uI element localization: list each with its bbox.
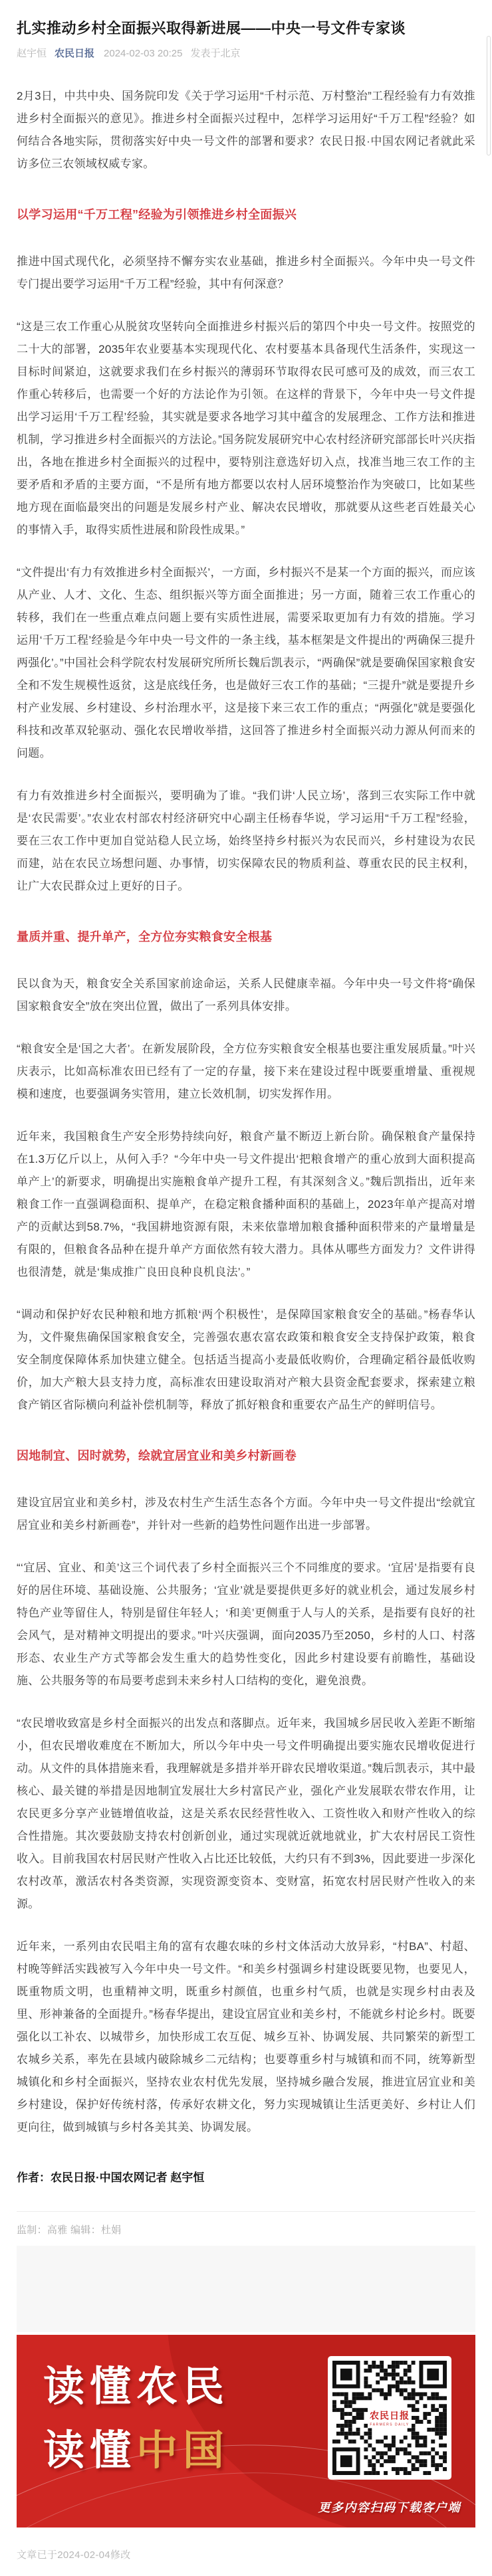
article-paragraph: “文件提出‘有力有效推进乡村全面振兴’，一方面，乡村振兴不是某一个方面的振兴，而应该从产业、人才、文化、生态、组织振兴等方面全面推进；另一方面，随着三农工作重心的转移，我们在一些重点难点问题上要有实质性进展，需要采取更加有力有效的措施。学习运用‘千万工程’经验是今年中央一号文件的一条主线，基本框架是文件提出的‘两确保三提升两强化’。”中国社会科学院农村发展研究所所长魏后凯表示，“两确保”就是要确保国家粮食安全和不发生规模性返贫，这是底线任务，也是做好三农工作的基础；“三提升”就是要提升乡村产业发展、乡村建设、乡村治理水平，这是接下来三农工作的重点；“两强化”就是要强化科技和改革双轮驱动、强化农民增收举措，这回答了推进乡村全面振兴动力源从何而来的问题。	[17, 566, 475, 759]
article-paragraph: 建设宜居宜业和美乡村，涉及农村生产生活生态各个方面。今年中央一号文件提出“绘就宜居宜业和美乡村新画卷”，并针对一些新的趋势性问题作出进一步部署。	[17, 1496, 475, 1532]
article-paragraph: “这是三农工作重心从脱贫攻坚转向全面推进乡村振兴后的第四个中央一号文件。按照党的二十大的部署，2035年农业要基本实现现代化、农村要基本具备现代生活条件，实现这一目标时间紧迫，这就要求我们在乡村振兴的薄弱环节取得农民可感可及的成效，而三农工作重心转移后，也需要一个好的方法论作为引领。在这样的背景下，今年中央一号文件提出学习运用‘千万工程’经验，其实就是要求各地学习其中蕴含的发展理念、工作方法和推进机制，学习推进乡村全面振兴的方法论。”国务院发展研究中心农村经济研究部部长叶兴庆指出，各地在推进乡村全面振兴的过程中，要特别注意选好切入点，找准当地三农工作的主要矛盾和矛盾的主要方面，“不是所有地方都要以农村人居环境整治作为突破口，比如某些地方现在面临最突出的问题是发展乡村产业、解决农民增收，那就要从这些老百姓最关心的事情入手，取得实质性进展和阶段性成果。”	[17, 320, 475, 536]
qr-code	[328, 2356, 451, 2480]
credits-line: 监制：高雅 编辑：杜娟	[17, 2211, 475, 2236]
author-line: 作者：农民日报·中国农网记者 赵宇恒	[17, 2171, 205, 2184]
article-paragraph: “‘宜居、宜业、和美’这三个词代表了乡村全面振兴三个不同维度的要求。‘宜居’是指要有良好的居住环境、基础设施、公共服务；‘宜业’就是要提供更多好的就业机会，通过发展乡村特色产业等留住人，特别是留住年轻人；‘和美’更侧重于人与人的关系，是指要有良好的社会风气，是对精神文明提出的要求。”叶兴庆强调，面向2035乃至2050，乡村的人口、村落形态、农业生产方式等都会发生重大的趋势性变化，因此乡村建设要有前瞻性，基础设施、公共服务等的布局要考虑到未来乡村人口结构的变化，避免浪费。	[17, 1561, 475, 1687]
publish-location: 发表于北京	[190, 48, 241, 59]
article-page	[0, 17, 492, 2561]
section-heading: 以学习运用“千万工程”经验为引领推进乡村全面振兴	[17, 208, 297, 221]
article-body	[17, 85, 475, 2139]
banner-slogan	[43, 2364, 230, 2494]
qr-center-logo	[368, 2407, 412, 2428]
article-paragraph: 民以食为天，粮食安全关系国家前途命运，关系人民健康幸福。今年中央一号文件将“确保国家粮食安全”放在突出位置，做出了一系列具体安排。	[17, 977, 475, 1013]
article-paragraph: “农民增收致富是乡村全面振兴的出发点和落脚点。近年来，我国城乡居民收入差距不断缩小，但农民增收难度在不断加大，所以今年中央一号文件明确提出要实施农民增收促进行动。从文件的具体措施来看，我理解就是多措并举开辟农民增收渠道。”魏后凯表示，其中最核心、最关键的举措是因地制宜发展壮大乡村富民产业，强化产业发展联农带农作用，让农民更多分享产业链增值收益，这是关系农民经营性收入、工资性收入和财产性收入的综合性措施。其次要鼓励支持农村创新创业，通过实现就近就地就业，扩大农村居民工资性收入。目前我国农村居民财产性收入占比还比较低，大约只有不到3%，因此要进一步深化农村改革，激活农村各类资源，实现资源变资本、变财富，拓宽农村居民财产性收入的来源。	[17, 1717, 475, 1910]
section-heading: 因地制宜、因时就势，绘就宜居宜业和美乡村新画卷	[17, 1449, 297, 1462]
banner-caption: 更多内容扫码下载客户端	[318, 2500, 461, 2514]
article-paragraph: 近年来，我国粮食生产安全形势持续向好，粮食产量不断迈上新台阶。确保粮食产量保持在1.3万亿斤以上，从何入手？“今年中央一号文件提出‘把粮食增产的重心放到大面积提高单产上’的新要求，明确提出实施粮食单产提升工程，有其深刻含义。”魏后凯指出，近年来粮食工作一直强调稳面积、提单产，在稳定粮食播种面积的基础上，2023年单产提高对增产的贡献达到58.7%，“我国耕地资源有限，未来依靠增加粮食播种面积带来的产量增量是有限的，但粮食各品种在提升单产方面依然有较大潜力。具体从哪些方面发力？文件讲得也很清楚，就是‘集成推广良田良种良机良法’。”	[17, 1130, 475, 1278]
credits-placeholder-block	[17, 2246, 475, 2332]
qr-logo-text: 农民日报	[370, 2411, 410, 2422]
article-paragraph: 推进中国式现代化，必须坚持不懈夯实农业基础，推进乡村全面振兴。今年中央一号文件专门提出要学习运用“千万工程”经验，其中有何深意？	[17, 255, 475, 290]
promo-banner[interactable]	[17, 2335, 475, 2527]
article-paragraph: 2月3日，中共中央、国务院印发《关于学习运用“千村示范、万村整治”工程经验有力有效推进乡村全面振兴的意见》。推进乡村全面振兴过程中，怎样学习运用好“千万工程”经验？如何结合各地实际，贯彻落实好中央一号文件的部署和要求？农民日报·中国农网记者就此采访多位三农领域权威专家。	[17, 90, 475, 170]
byline-author: 赵宇恒	[17, 48, 47, 59]
banner-slogan-line1: 读懂农民	[43, 2364, 230, 2410]
account-link[interactable]: 农民日报	[55, 48, 95, 59]
article-paragraph: “调动和保护好农民种粮和地方抓粮‘两个积极性’，是保障国家粮食安全的基础。”杨春华认为，文件聚焦确保国家粮食安全，完善强农惠农富农政策和粮食安全支持保护政策，粮食安全制度保障体系加快建立健全。包括适当提高小麦最低收购价，合理确定稻谷最低收购价，加大产粮大县支持力度，高标准农田建设取消对产粮大县资金配套要求，探索建立粮食产销区省际横向利益补偿机制等，释放了抓好粮食和重要农产品生产的鲜明信号。	[17, 1308, 475, 1411]
article-paragraph: 有力有效推进乡村全面振兴，要明确为了谁。“我们讲‘人民立场’，落到三农实际工作中就是‘农民需要’。”农业农村部农村经济研究中心副主任杨春华说，学习运用“千万工程”经验，要在三农工作中更加自觉站稳人民立场，始终坚持乡村振兴为农民而兴，乡村建设为农民而建，站在农民立场想问题、办事情，切实保障农民的物质利益、尊重农民的民主权利，让广大农民群众过上更好的日子。	[17, 789, 475, 892]
banner-slogan-line2-highlight: 中国	[136, 2428, 230, 2474]
publish-time: 2024-02-03 20:25	[104, 48, 183, 59]
byline	[17, 46, 475, 60]
banner-slogan-line2-prefix: 读懂	[43, 2428, 137, 2474]
article-paragraph: “粮食安全是‘国之大者’。在新发展阶段，全方位夯实粮食安全根基也要注重发展质量。”叶兴庆表示，比如高标准农田已经有了一定的存量，接下来在建设过程中既要重增量、重视规模和速度，也要强调务实管用，建立长效机制，切实发挥作用。	[17, 1042, 475, 1100]
section-heading: 量质并重、提升单产，全方位夯实粮食安全根基	[17, 930, 273, 943]
banner-slogan-line2	[43, 2430, 229, 2472]
scrollbar-thumb[interactable]	[487, 36, 491, 155]
modified-note: 文章已于2024-02-04修改	[17, 2549, 131, 2561]
article-paragraph: 近年来，一系列由农民唱主角的富有农趣农味的乡村文体活动大放异彩，“村BA”、村超、村晚等鲜活实践被写入今年中央一号文件。“和美乡村强调乡村建设既要见物，也要见人，既重物质文明，也重精神文明，既重乡村颜值，也重乡村气质，也就是实现乡村由表及里、形神兼备的全面提升。”杨春华提出，建设宜居宜业和美乡村，不能就乡村论乡村。既要强化以工补农、以城带乡，加快形成工农互促、城乡互补、协调发展、共同繁荣的新型工农城乡关系，率先在县域内破除城乡二元结构；也要尊重乡村与城镇和而不同，统筹新型城镇化和乡村全面振兴，坚持农业农村优先发展，坚持城乡融合发展，推进宜居宜业和美乡村建设，保护好传统村落，传承好农耕文化，努力实现城镇让生活更美好、乡村让人们更向往，做到城镇与乡村各美其美、协调发展。	[17, 1940, 475, 2133]
page-title: 扎实推动乡村全面振兴取得新进展——中央一号文件专家谈	[17, 20, 406, 37]
qr-logo-subtext: FARMERS DAILY	[370, 2423, 410, 2427]
